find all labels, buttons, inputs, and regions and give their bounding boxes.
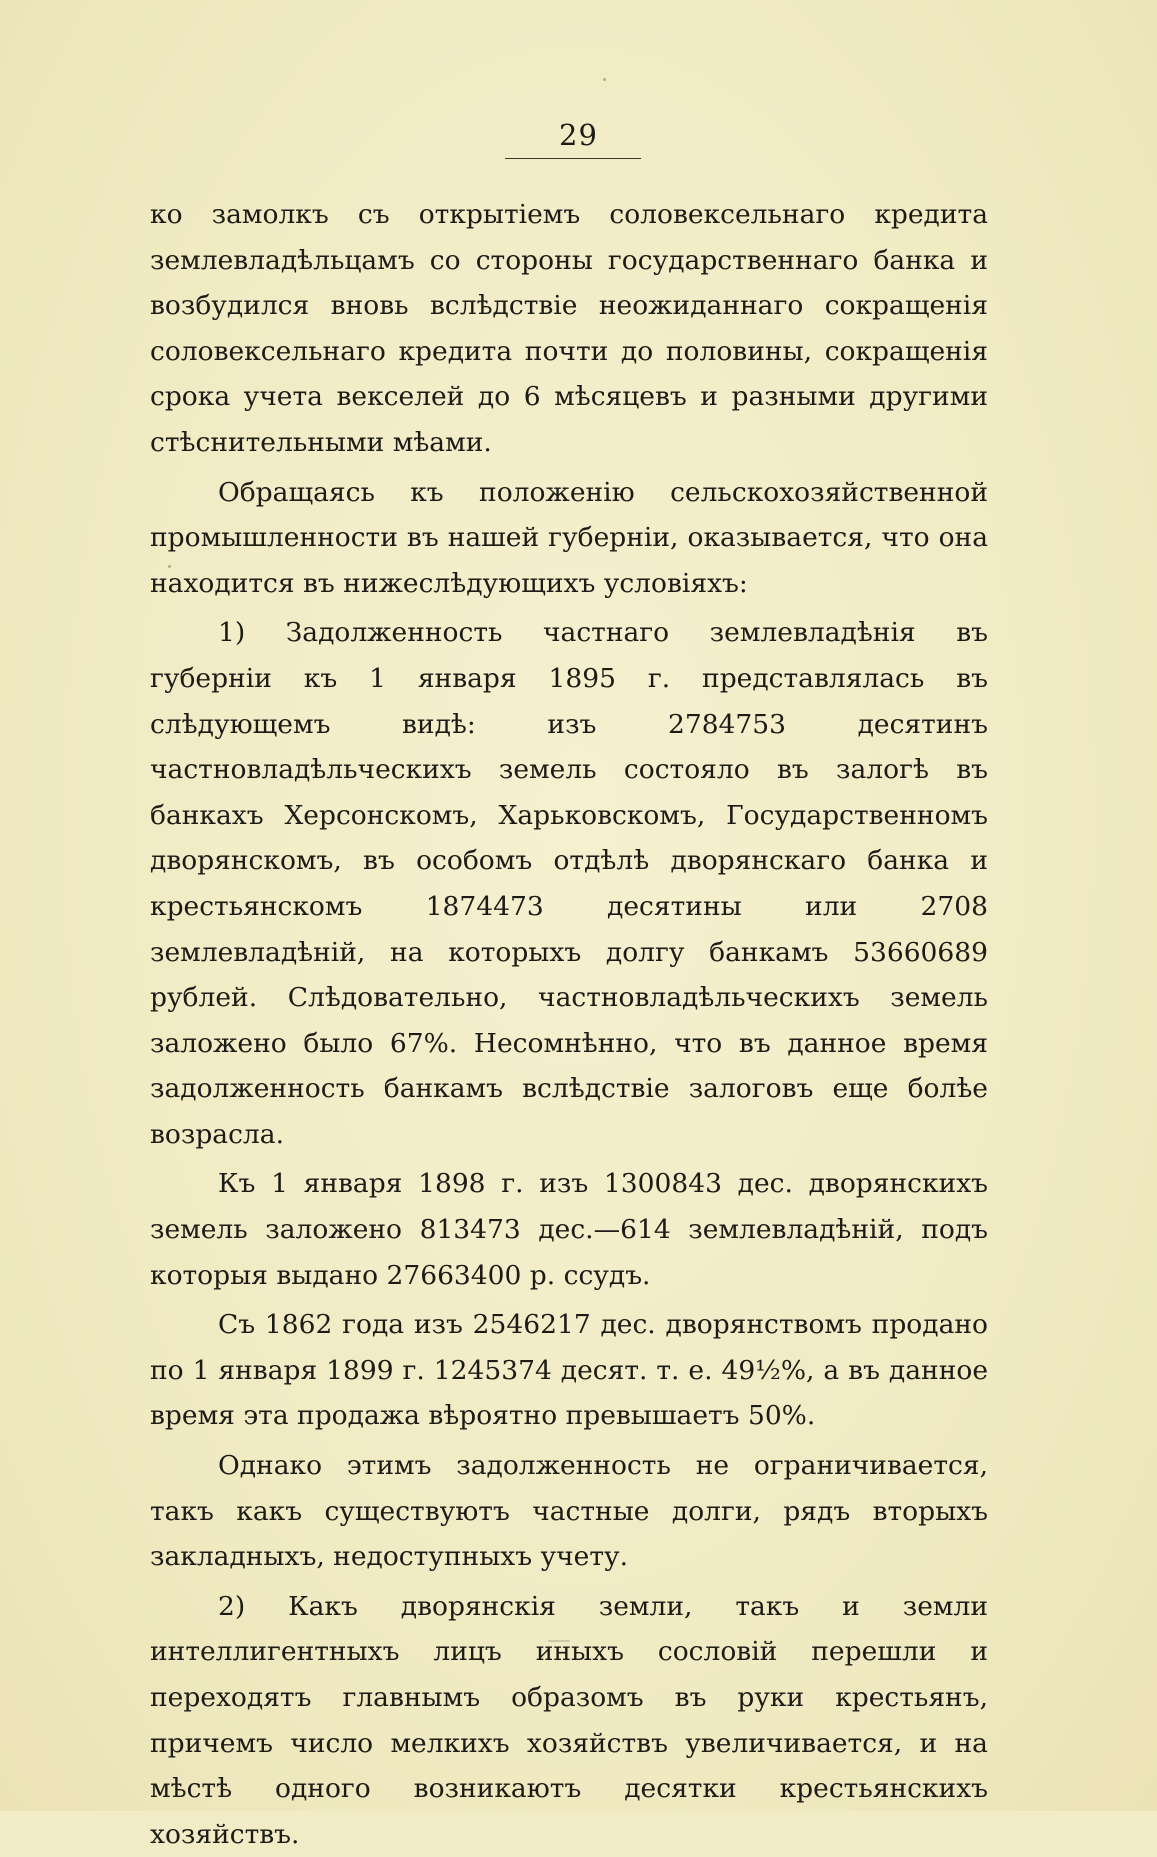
paragraph: Съ 1862 года изъ 2546217 дес. дворянствомъ продано по 1 января 1899 г. 1245374 десят. т. е. 49½%, а въ данное время эта продажа вѣроятно превышаетъ 50%. xyxy=(150,1309,988,1432)
page-number-rule xyxy=(505,158,641,159)
paper-speck xyxy=(603,78,606,81)
page-number: 29 xyxy=(559,118,598,152)
paragraph: Къ 1 января 1898 г. изъ 1300843 дес. дворянскихъ земель заложено 813473 дес.—614 землевладѣній, подъ которыя выдано 27663400 р. ссудъ. xyxy=(150,1168,988,1291)
paragraph: ко замолкъ съ открытіемъ соловексельнаго кредита землевладѣльцамъ со стороны государственнаго банка и возбудился вновь вслѣдствіе неожиданнаго сокращенія соловексельнаго кредита почти до половины, сокращенія срока учета векселей до 6 мѣсяцевъ и разными другими стѣснительными мѣами. xyxy=(150,199,988,458)
paper-speck xyxy=(168,565,171,568)
paragraph: 1) Задолженность частнаго землевладѣнія въ губерніи къ 1 января 1895 г. представлялась въ слѣдующемъ видѣ: изъ 2784753 десятинъ частновладѣльческихъ земель состояло въ залогѣ въ банкахъ Херсонскомъ, Харьковскомъ, Государственномъ дворянскомъ, въ особомъ отдѣлѣ дворянскаго банка и крестьянскомъ 1874473 десятины или 2708 землевладѣній, на которыхъ долгу банкамъ 53660689 рублей. Слѣдовательно, частновладѣльческихъ земель заложено было 67%. Несомнѣнно, что въ данное время задолженность банкамъ вслѣдствіе залоговъ еще болѣе возрасла. xyxy=(150,617,988,1150)
paragraph: Однако этимъ задолженность не ограничивается, такъ какъ существуютъ частные долги, рядъ вторыхъ закладныхъ, недоступныхъ учету. xyxy=(150,1450,988,1573)
paragraph: Обращаясь къ положенію сельскохозяйственной промышленности въ нашей губерніи, оказывается, что она находится въ нижеслѣдующихъ условіяхъ: xyxy=(150,476,988,599)
paper-speck xyxy=(548,1640,570,1642)
body-text xyxy=(150,192,988,1857)
paragraph: 2) Какъ дворянскія земли, такъ и земли интеллигентныхъ лицъ иныхъ сословій перешли и переходятъ главнымъ образомъ въ руки крестьянъ, причемъ число мелкихъ хозяйствъ увеличивается, и на мѣстѣ одного возникаютъ десятки крестьянскихъ хозяйствъ. xyxy=(150,1590,988,1850)
